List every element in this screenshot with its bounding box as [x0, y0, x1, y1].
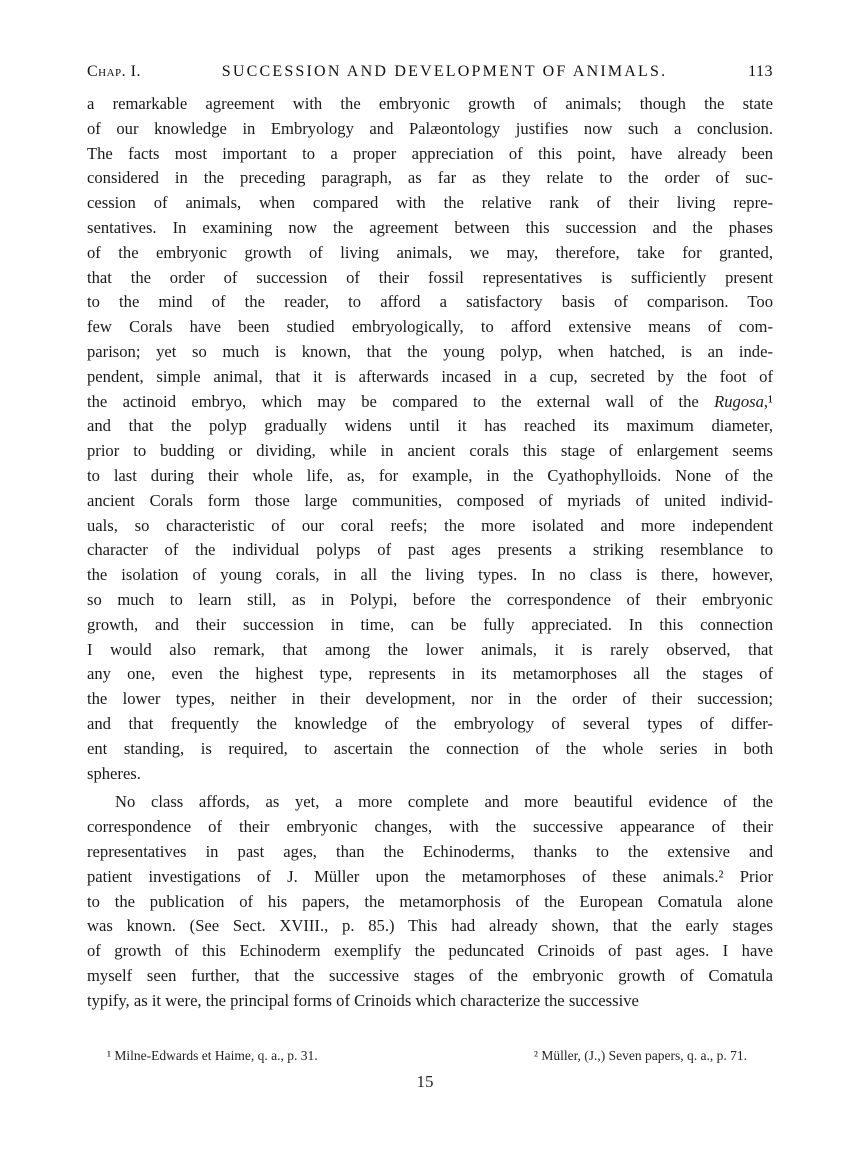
text-line: sentatives. In examining now the agreement between this succession and the phases [87, 217, 773, 237]
text-line: prior to budding or dividing, while in ancient corals this stage of enlargement seems [87, 441, 773, 461]
paragraph [87, 92, 773, 786]
text-line: to the publication of his papers, the metamorphosis of the European Comatula alone [87, 891, 773, 911]
text-line: the lower types, neither in their development, nor in the order of their succession; [87, 689, 773, 709]
text-line: pendent, simple animal, that it is afterwards incased in a cup, secreted by the foot of [87, 366, 773, 386]
signature-mark: 15 [416, 1072, 434, 1091]
text-line: of the embryonic growth of living animals, we may, therefore, take for granted, [87, 242, 773, 262]
text-line: that the order of succession of their fossil representatives is sufficiently present [87, 267, 773, 287]
text-line: character of the individual polyps of past ages presents a striking resemblance to [87, 540, 773, 560]
page [87, 62, 773, 1013]
text-line: The facts most important to a proper appreciation of this point, have already been [87, 143, 773, 163]
text-line: correspondence of their embryonic changes, with the successive appearance of their [87, 817, 773, 837]
text-line: the isolation of young corals, in all the living types. In no class is there, however, [87, 565, 773, 585]
footnote-2: ² Müller, (J.,) Seven papers, q. a., p. 71. [533, 1048, 747, 1063]
text-line: of our knowledge in Embryology and Palæontology justifies now such a conclusion. [87, 118, 773, 138]
text-line: the actinoid embryo, which may be compared to the external wall of the Rugosa,¹ [87, 391, 773, 411]
running-title: SUCCESSION AND DEVELOPMENT OF ANIMALS. [221, 63, 668, 80]
text-line: to last during their whole life, as, for example, in the Cyathophylloids. None of the [87, 465, 773, 485]
text-line: I would also remark, that among the lower animals, it is rarely observed, that [87, 639, 773, 659]
text-line: few Corals have been studied embryologically, to afford extensive means of com- [87, 317, 773, 337]
footnotes [107, 1048, 747, 1064]
text-line: a remarkable agreement with the embryonic growth of animals; though the state [87, 94, 773, 113]
text-line: ent standing, is required, to ascertain the connection of the whole series in both [87, 738, 773, 758]
text-line: was known. (See Sect. XVIII., p. 85.) This had already shown, that the early stages [87, 916, 773, 936]
text-line: spheres. [87, 763, 141, 783]
running-head [87, 62, 773, 92]
page-number: 113 [748, 63, 773, 80]
text-line: cession of animals, when compared with the relative rank of their living repre- [87, 193, 773, 213]
text-line: uals, so characteristic of our coral reefs; the more isolated and more independent [87, 515, 773, 535]
text-line: considered in the preceding paragraph, as far as they relate to the order of suc- [87, 168, 773, 188]
paragraph [87, 790, 773, 1013]
body-text [87, 92, 773, 1013]
text-line: patient investigations of J. Müller upon the metamorphoses of these animals.² Prior [87, 866, 773, 886]
text-line: so much to learn still, as in Polypi, before the correspondence of their embryonic [87, 589, 773, 609]
text-line: of growth of this Echinoderm exemplify the peduncated Crinoids of past ages. I have [87, 941, 773, 961]
text-line: and that frequently the knowledge of the embryology of several types of differ- [87, 713, 773, 733]
text-line: growth, and their succession in time, can be fully appreciated. In this connection [87, 614, 773, 634]
footnote-1: ¹ Milne-Edwards et Haime, q. a., p. 31. [107, 1048, 318, 1063]
text-line: ancient Corals form those large communities, composed of myriads of united individ- [87, 490, 773, 510]
text-line: No class affords, as yet, a more complete and more beautiful evidence of the [115, 792, 773, 812]
text-line: representatives in past ages, than the Echinoderms, thanks to the extensive and [87, 841, 773, 861]
text-line: any one, even the highest type, represents in its metamorphoses all the stages of [87, 664, 773, 684]
text-line: and that the polyp gradually widens until it has reached its maximum diameter, [87, 416, 773, 436]
text-line: parison; yet so much is known, that the young polyp, when hatched, is an inde- [87, 341, 773, 361]
text-line: to the mind of the reader, to afford a satisfactory basis of comparison. Too [87, 292, 773, 312]
text-line: typify, as it were, the principal forms of Crinoids which characterize the successive [87, 990, 639, 1010]
text-line: myself seen further, that the successive stages of the embryonic growth of Comatula [87, 965, 773, 985]
chapter-label: Chap. I. [87, 63, 142, 80]
